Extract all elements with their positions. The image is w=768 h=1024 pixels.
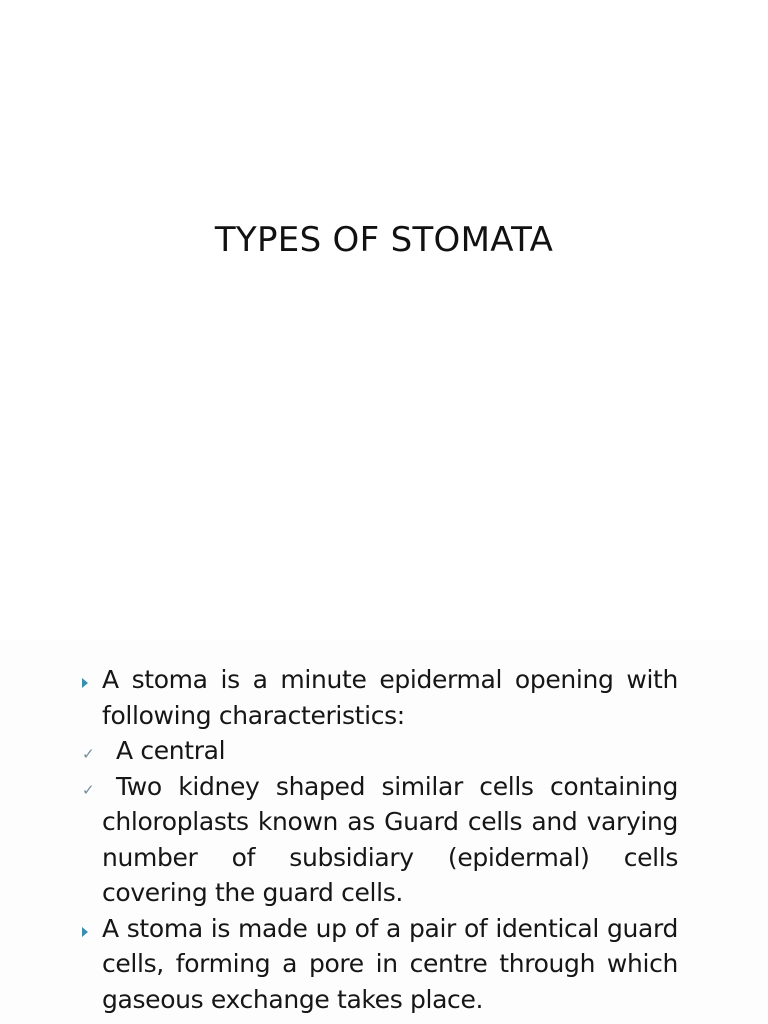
slide-title: TYPES OF STOMATA — [214, 220, 554, 260]
content-slide — [0, 640, 768, 1024]
bullet-item-stoma-structure — [82, 911, 678, 1018]
arrow-icon — [82, 678, 88, 688]
bullet-item-stoma-definition — [82, 662, 678, 733]
bullet-item-central — [82, 733, 678, 769]
bullet-text: A stoma is a minute epidermal opening with following characteristics: — [102, 665, 678, 730]
check-icon: ✓ — [82, 780, 95, 799]
check-icon: ✓ — [82, 745, 95, 763]
bullet-text: A central — [116, 736, 226, 765]
bullet-text: Two kidney shaped similar cells containing chloroplasts known as Guard cells and varying number of subsidiary (epidermal) cells covering the guard cells. — [102, 771, 678, 907]
bullet-item-guard-cells — [82, 769, 678, 911]
bullet-list — [82, 662, 678, 1017]
bullet-text: A stoma is made up of a pair of identical guard cells, forming a pore in centre through which gaseous exchange takes place. — [102, 913, 678, 1014]
arrow-icon — [82, 927, 88, 937]
